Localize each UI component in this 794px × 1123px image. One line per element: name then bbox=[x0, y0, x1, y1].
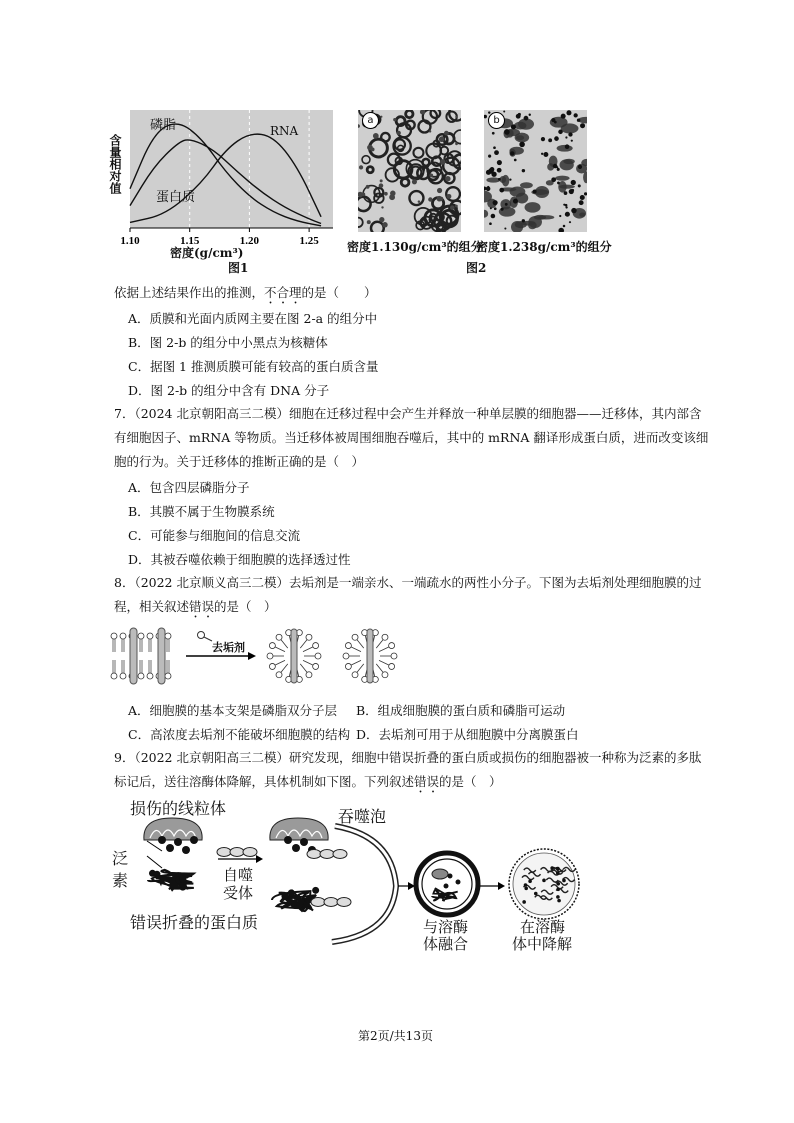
detergent-figure bbox=[108, 622, 408, 688]
q8-stem-emphasis: 错误 bbox=[189, 599, 215, 614]
label-fuse-2: 体融合 bbox=[423, 935, 469, 953]
curve-label-rna: RNA bbox=[270, 124, 299, 138]
detergent-molecule-icon bbox=[198, 632, 213, 642]
mitochondrion-with-receptor-icon bbox=[270, 818, 328, 840]
q8-stem-line-1: 8．（2022 北京顺义高三二模）去垢剂是一端亲水、一端疏水的两性小分子。下图为去垢剂处理细胞膜的过 bbox=[114, 575, 702, 590]
label-damaged-mitochondrion: 损伤的线粒体 bbox=[130, 799, 227, 818]
ubiquitin-icon bbox=[158, 836, 198, 854]
label-misfolded-protein: 错误折叠的蛋白质 bbox=[130, 913, 259, 932]
q8-option-c[interactable]: C．高浓度去垢剂不能破坏细胞膜的结构 bbox=[128, 727, 351, 742]
figure-2-caption: 图2 bbox=[466, 261, 487, 275]
label-degrade-1: 在溶酶 bbox=[520, 918, 566, 936]
q6-option-a[interactable]: A．质膜和光面内质网主要在图 2-a 的组分中 bbox=[128, 311, 378, 326]
receptor-chain-icon bbox=[307, 850, 351, 907]
q6-option-d[interactable]: D．图 2-b 的组分中含有 DNA 分子 bbox=[128, 383, 330, 398]
curve-label-protein: 蛋白质 bbox=[156, 190, 196, 205]
chart-x-axis-label: 密度(g/cm³) bbox=[170, 246, 244, 260]
figure-1 bbox=[110, 104, 340, 274]
q6-option-b[interactable]: B．图 2-b 的组分中小黑点为核糖体 bbox=[128, 335, 328, 350]
chart-x-tick-label: 1.25 bbox=[299, 235, 319, 247]
label-ubiquitin-1: 泛 bbox=[112, 849, 129, 868]
q6-stem-pre: 依据上述结果作出的推测， bbox=[114, 285, 265, 300]
q9-stem-emphasis: 错误 bbox=[414, 774, 440, 789]
autophagy-figure bbox=[110, 796, 590, 956]
q6-stem-post: 的是（ ） bbox=[301, 285, 377, 300]
micelle-illustration-1 bbox=[267, 629, 321, 683]
phagophore-membrane-icon bbox=[332, 826, 396, 942]
chart-x-tick-label: 1.15 bbox=[180, 235, 200, 247]
detergent-label: 去垢剂 bbox=[212, 641, 245, 654]
q9-stem-line-1: 9．（2022 北京朝阳高三二模）研究发现，细胞中错误折叠的蛋白质或损伤的细胞器被一种称为泛素的多肽 bbox=[114, 750, 702, 765]
q7-option-a[interactable]: A．包含四层磷脂分子 bbox=[128, 480, 250, 495]
q9-stem-line-2 bbox=[114, 773, 502, 796]
figure-1-caption: 图1 bbox=[228, 261, 249, 275]
q7-stem-line-2: 有细胞因子、mRNA 等物质。当迁移体被周围细胞吞噬后，其中的 mRNA 翻译形成蛋白质，进而改变该细 bbox=[114, 430, 709, 445]
q7-option-d[interactable]: D．其被吞噬依赖于细胞膜的选择透过性 bbox=[128, 552, 351, 567]
q8-stem-line-2 bbox=[114, 598, 277, 621]
micrograph-b-badge: b bbox=[488, 112, 505, 129]
q7-stem-line-1: 7．（2024 北京朝阳高三二模）细胞在迁移过程中会产生并释放一种单层膜的细胞器——迁移体，其内部含 bbox=[114, 406, 702, 421]
micrograph-b-label: 密度1.238g/cm³的组分 bbox=[476, 240, 612, 254]
q6-stem-emphasis: 不合理 bbox=[264, 285, 302, 300]
curve-label-phospholipid: 磷脂 bbox=[150, 118, 177, 133]
micelle-illustration-2 bbox=[343, 629, 397, 683]
misfolded-protein-icon bbox=[148, 870, 194, 891]
q9-stem-post: 的是（ ） bbox=[439, 774, 502, 789]
label-ubiquitin-2: 素 bbox=[112, 871, 129, 890]
label-fuse-1: 与溶酶 bbox=[423, 918, 469, 936]
membrane-bilayer-illustration bbox=[111, 628, 171, 684]
label-receptor-1: 自噬 bbox=[223, 866, 254, 884]
lysosome-icon bbox=[509, 849, 579, 919]
q7-option-b[interactable]: B．其膜不属于生物膜系统 bbox=[128, 504, 275, 519]
q9-stem-pre: 标记后，送往溶酶体降解，具体机制如下图。下列叙述 bbox=[114, 774, 415, 789]
micrograph-a-label: 密度1.130g/cm³的组分 bbox=[347, 240, 483, 254]
chart-x-tick-label: 1.10 bbox=[120, 235, 140, 247]
autophagy-receptor-icon bbox=[217, 848, 257, 857]
q7-option-c[interactable]: C．可能参与细胞间的信息交流 bbox=[128, 528, 301, 543]
micrograph-a-badge: a bbox=[362, 112, 379, 129]
page-number: 第2页/共13页 bbox=[358, 1029, 433, 1043]
q8-option-b[interactable]: B．组成细胞膜的蛋白质和磷脂可运动 bbox=[356, 703, 566, 718]
label-phagophore: 吞噬泡 bbox=[338, 807, 387, 826]
q8-stem-post: 的是（ ） bbox=[214, 599, 277, 614]
chart-x-tick-label: 1.20 bbox=[239, 235, 260, 247]
label-receptor-2: 受体 bbox=[223, 884, 254, 902]
q6-option-c[interactable]: C．据图 1 推测质膜可能有较高的蛋白质含量 bbox=[128, 359, 379, 374]
q8-option-a[interactable]: A．细胞膜的基本支架是磷脂双分子层 bbox=[128, 703, 338, 718]
chart-y-axis-label: 含量相对值 bbox=[108, 134, 122, 194]
q6-stem bbox=[114, 284, 377, 307]
q7-stem-line-3: 胞的行为。关于迁移体的推断正确的是（ ） bbox=[114, 454, 365, 469]
q8-option-d[interactable]: D．去垢剂可用于从细胞膜中分离膜蛋白 bbox=[356, 727, 579, 742]
q8-stem-pre: 程，相关叙述 bbox=[114, 599, 190, 614]
label-degrade-2: 体中降解 bbox=[512, 935, 573, 953]
